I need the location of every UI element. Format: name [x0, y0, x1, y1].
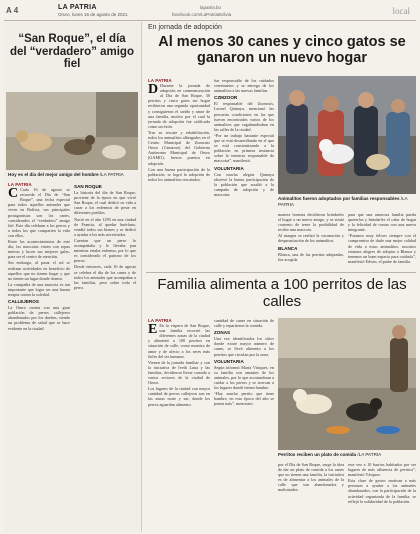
article2-col3a-p2: Al margen se realizó la vacunación y desparasitación de los animalitos. [278, 233, 344, 244]
article1-caption [8, 172, 140, 178]
article1-col2-p4: Desde entonces, cada 16 de agosto se celebra el día de los canes y de todos los animales que acompañan a las familias, pero sobre todo el perro. [74, 264, 136, 290]
article1-byline: LA PATRIA [8, 182, 32, 187]
article3-photo [278, 318, 416, 450]
article3-column-2 [214, 318, 274, 530]
article2-headline: Al menos 30 canes y cinco gatos se ganaron un nuevo hogar [158, 34, 406, 66]
article1-col2-p2: Nació en el año 1295 en una ciudad de Francia, al quedar huérfano, vendió todos sus bienes y se dedicó a ayudar a los más necesitados. [74, 216, 136, 237]
article3-col1-p1: E En la víspera de San Roque, una familia recorrió las diferentes zonas de la ciudad y alimentó a 100 perritos en situación de calle, como muestra de amor y de afecto a los seres más fieles del ser humano. [148, 322, 210, 359]
article2-kicker: En jornada de adopción [148, 24, 222, 31]
website: lapatria.bo [200, 5, 222, 10]
article3-col2-p2: Una vez identificados los sitios donde existe mayor número de canes, se llevó alimento a los perritos que circulan por la zona. [214, 336, 274, 357]
article2-subhead-blanca: BLANCA [278, 245, 298, 251]
article1-subhead-sanroque: SAN ROQUE [74, 184, 102, 189]
article2-caption [278, 196, 416, 207]
article1-caption-text: Hoy es el día del mejor amigo del hombre [8, 172, 99, 177]
article2-column-2 [214, 78, 274, 268]
article2-col1-p2: Tras su rescate y rehabilitación, todos los animalitos albergados en el Centro Municipal de Zoonosis Oruro (Czmzoor) del Gobierno Autónomo Municipal de Oruro (GAMO), fueron puestos en adopción. [148, 129, 210, 166]
article2-column-1 [148, 78, 210, 268]
header-rule [4, 20, 416, 21]
article3-subhead-zonas: ZONAS [214, 330, 231, 336]
article2-subhead-czmzoor: CZMZOOR [214, 95, 238, 101]
article3-col3b-p1: este vez a 10 barrios habitados por ser lugares de más afluencia de perritos”, manifestó Vásquez. [348, 462, 416, 478]
article2-col2-p2: El responsable del Zoonosis, Leonel Quinaya, mencionó las precarias condiciones en las que fueron encontrados varios de los animalitos que vagabundeaban en las calles de la ciudad. [214, 101, 274, 132]
article2-column-3 [278, 212, 344, 272]
article-divider [146, 272, 416, 273]
article2-subhead-voluntaria: VOLUNTARIA [214, 165, 244, 171]
article1-col1-p4: La compañía de una mascota es tan importante que logra ser una buena terapia contra la soledad. [8, 281, 70, 297]
article3-byline: LA PATRIA [148, 318, 172, 323]
article3-headline: Familia alimenta a 100 perritos de las calles [157, 276, 407, 310]
article2-dropcap: D [148, 82, 159, 98]
article3-column-4 [348, 462, 416, 530]
article3-col2-p4: “Hay mucho perrito que tiene hambre, en esta época del año se ponen más”, mencionó. [214, 391, 274, 407]
article2-col1-p3: Con una buena participación de la población, se logró la adopción de todos los animalitos rescatados. [148, 166, 210, 182]
newspaper-name: LA PATRIA [58, 4, 97, 11]
column-divider [141, 22, 142, 532]
article3-dropcap: E [148, 322, 158, 338]
article2-blanca-p1: Blanca, una de las perritas adoptadas, fue acogida [278, 251, 344, 262]
article1-column-2 [74, 182, 136, 530]
article2-caption-credit: /LA PATRIA [278, 196, 408, 207]
article3-col3b-p2: Esta clase de gestos motivan a más personas a ayudar a los animales abandonados, con la participación de la actividad organizada de la familia, se reflejó la solidaridad de la población. [348, 478, 416, 504]
article3-caption [278, 452, 416, 458]
article1-col2-p1: La historia del día de San Roque, proviene de la época en que vivió San Roque, el cual dedicó su vida a curar a los enfermos de peste en diferentes pueblos. [74, 190, 136, 216]
article3-column-3 [278, 462, 344, 530]
article3-col1-p3: Los lugares de la ciudad con mayor cantidad de perros callejeros son en las zonas norte y sur, donde los perros aguardan alimento. [148, 386, 210, 407]
article1-dropcap: C [8, 186, 19, 202]
article1-caption-credit: /LA PATRIA [99, 172, 124, 177]
article1-col2-p3: Cuentan que un perro lo acompañaba y le llevaba pan mientras estaba enfermo, por lo que es considerado el patrono de los perros. [74, 237, 136, 264]
article2-column-4 [348, 212, 416, 272]
feeding-dogs-image [278, 318, 416, 450]
page-number: A 4 [6, 6, 19, 15]
article1-col1-p3: Sin embargo, al pasar el sol se realizan actividades en beneficio de aquellos que no tienen hogar y que no tienen un lugar donde dormir. [8, 260, 70, 281]
article1-column-1 [8, 182, 70, 530]
article2-caption-text: Animalitos fueron adoptados por familias responsables [278, 196, 400, 201]
article1-headline: “San Roque”, el día del “verdadero” amigo fiel [10, 33, 134, 70]
article2-col1-p1: D Durante la jornada de adopción en conmemoración al Día de San Roque, 30 perritos y cinco gatos sin hogar recibieron una segunda oportunidad y consiguieron el cariño y amor de una familia, motivo por el cual la jornada de adopción fue calificada como un éxito. [148, 82, 210, 129]
section-label: local [392, 6, 410, 16]
article2-col3b-p2: “Estamos muy felices siempre con el compromiso de darle una mejor calidad de vida a estos animalitos, nosotros estamos alegres de adoptar a Blanca y tenemos un buen espacio para cuidarla”, manifestó Edwin, el padre de familia. [348, 233, 416, 264]
social-handle: facebook.com/LaPatriaBolivia [172, 12, 232, 17]
article3-col1-p2: Vienen de la jornada familiar y con la iniciativa de Iveth Luna y las familias, decidieron llevar comida a varios sectores de la ciudad de Oruro. [148, 359, 210, 386]
article2-col2-p1: fue responsable de los cuidados veterinarios y se entrega de los animalitos a las nuevas familias. [214, 78, 274, 94]
article2-col2-p3: “Por un trabajo bastante especial que se está desarrollando en el que se está concientizando a la población en primera instancia sobre la tenencia responsable de mascotas”, manifestó. [214, 132, 274, 164]
dogs-street-image [6, 92, 138, 170]
article3-column-1 [148, 318, 210, 530]
article1-col1-p2: Entre los acontecimientos de este día, las mascotas visten con ropas nuevas y lucen sus mejores galas, para ser el centro de atención. [8, 239, 70, 260]
article2-col3a-p1: manera honesta decidieron brindarles el hogar a un nuevo amigo, y se sintió contento de tener la posibilidad de recibir una mascota. [278, 212, 344, 233]
article1-photo [6, 92, 138, 170]
article2-col2-p4: Con mucha alegría Quinaya observó la buena participación de la población que acudió a la campaña de adopción y de mascotas. [214, 171, 274, 197]
article3-subhead-voluntaria: VOLUNTARIA [214, 358, 244, 364]
article3-col2-p1: cantidad de canes en situación de calle y repartieron la comida. [214, 318, 274, 329]
article3-caption-text: Perritos reciben un plato de comida [278, 452, 357, 457]
adoption-event-image [278, 76, 416, 194]
article2-byline: LA PATRIA [148, 78, 172, 83]
article1-col1-p1: C Cada 16 de agosto se recuerda el Día de “San Roque”, una fecha especial para todos aquellos animales que viven en Bolivia, sus principales protagonistas son los canes, considerados el “verdadero” amigo fiel. Este día celebran a los perros y a todos los que comparten la vida con ellos. [8, 186, 70, 238]
article1-col1b-p1: La Oruro cuenta con una gran población de perros callejeros abandonados por los dueños, siendo un problema de salud que se hace evidente en la ciudad. [8, 305, 70, 331]
article1-subhead-callejeros: CALLEJEROS [8, 299, 39, 305]
article3-col2-p3: Según informó María Vásquez, en su familia son amantes de los animales, por lo que acostumbran a cuidar a los perros y se acercan a los lugares donde tienen hambre. [214, 364, 274, 391]
article3-col3a-p1: por el Día de San Roque, surge la idea de dar un plato de comida a los canes que no tienen una familia, la iniciativa es de alimentar a los animales de la calle que son abandonados y maltratados. [278, 462, 344, 493]
article3-caption-credit: /LA PATRIA [357, 452, 382, 457]
date-line: Oruro, lunes 16 de agosto de 2021 [58, 12, 128, 17]
article2-photo [278, 76, 416, 194]
article2-col3b-p1: para que una amorosa familia pueda quererlos y brindarles el calor de hogar y la felicidad de contar con una nueva integrante. [348, 212, 416, 233]
